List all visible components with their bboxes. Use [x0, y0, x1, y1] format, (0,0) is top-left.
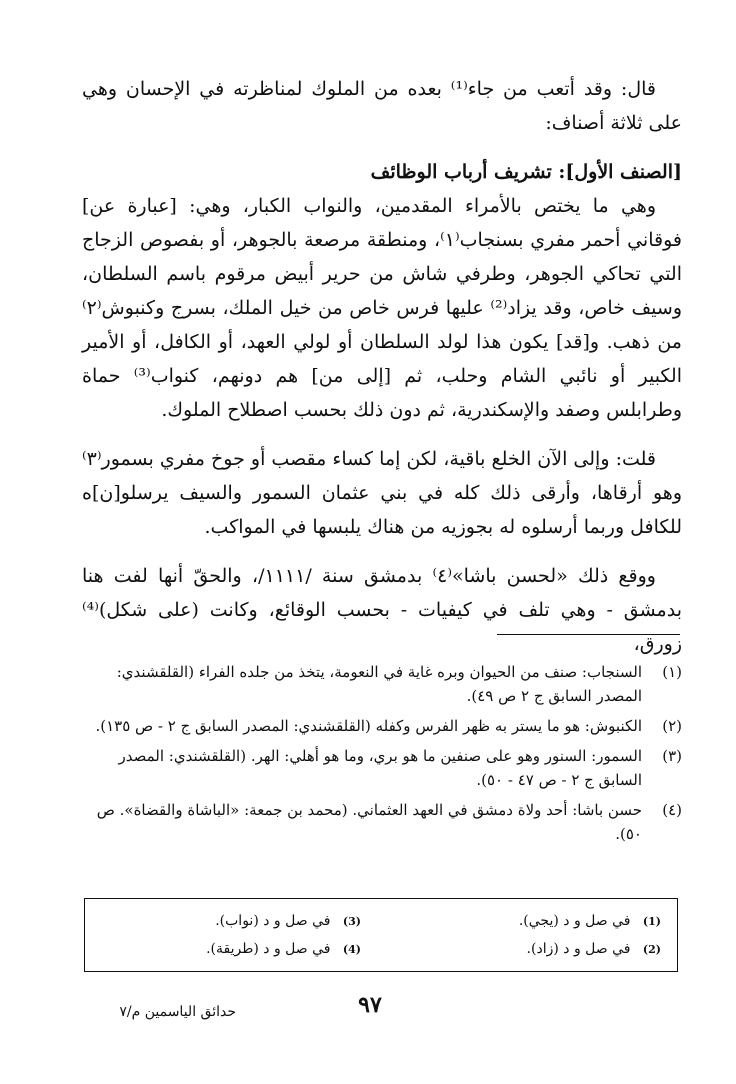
- section-heading: [الصنف الأول]: تشريف أرباب الوظائف: [370, 161, 682, 183]
- variant-text: في صل و د (يجي).: [518, 913, 631, 929]
- main-text: [82, 72, 682, 676]
- variant-item: [101, 907, 361, 935]
- variant-item: [401, 935, 661, 963]
- footnote-number: (٢): [662, 717, 682, 735]
- variant-number: (2): [642, 943, 661, 956]
- footnote-text: السمور: السنور وهو على صنفين ما هو بري، وما هو أهلي: الهر. (القلقشندي: المصدر السابق ج ٢ - ص ٤٧ - ٥٠).: [118, 747, 642, 789]
- variant-number: (3): [342, 915, 361, 928]
- variant-row: [101, 907, 661, 935]
- footnote-text: حسن باشا: أحد ولاة دمشق في العهد العثماني. (محمد بن جمعة: «الباشاة والقضاة». ص ٥٠).: [96, 801, 642, 843]
- variant-item: [101, 935, 361, 963]
- paragraph-2: قلت: وإلى الآن الخلع باقية، لكن إما كساء مقصب أو جوخ مفري بسمور⁽٣⁾ وهو أرقاها، وأرقى ذلك كله في بني عثمان السمور والسيف يرسلو[ن]ه للكافل وربما أرسلوه له بجوزيه من هناك يلبسها في المواكب.: [82, 448, 682, 538]
- variant-number: (4): [342, 943, 361, 956]
- footnote-item: [82, 744, 682, 792]
- paragraph-1: وهي ما يختص بالأمراء المقدمين، والنواب الكبار، وهي: [عبارة عن] فوقاني أحمر مفري بسنجاب⁽١⁾، ومنطقة مرصعة بالجوهر، أو بفصوص الزجاج التي تحاكي الجوهر، وطرفي شاش من حرير أبيض مرقوم باسم السلطان، وسيف خاص، وقد يزاد⁽²⁾ عليها فرس خاص من خيل الملك، بسرج وكنبوش⁽٢⁾ من ذهب. و[قد] يكون هذا لولد السلطان أو لولي العهد، أو الكافل، أو الأمير الكبير أو نائبي الشام وحلب، ثم [إلى من] هم دونهم، كنواب⁽³⁾ حماة وطرابلس وصفد والإسكندرية، ثم دون ذلك بحسب اصطلاح الملوك.: [82, 195, 682, 421]
- variant-readings-box: [84, 898, 678, 972]
- footnote-item: [82, 660, 682, 708]
- footnote-text: الكنبوش: هو ما يستر به ظهر الفرس وكفله (القلقشندي: المصدر السابق ج ٢ - ص ١٣٥).: [95, 717, 642, 735]
- footnote-number: (١): [662, 663, 682, 681]
- intro-paragraph: قال: وقد أتعب من جاء⁽¹⁾ بعده من الملوك لمناظرته في الإحسان وهي على ثلاثة أصناف:: [82, 78, 682, 134]
- variant-item: [401, 907, 661, 935]
- footnote-number: (٤): [662, 801, 682, 819]
- footnote-number: (٣): [662, 747, 682, 765]
- footnotes: [82, 660, 682, 852]
- variant-text: في صل و د (نواب).: [215, 913, 331, 929]
- page-number: ٩٧: [358, 992, 382, 1018]
- paragraph-3: ووقع ذلك «لحسن باشا»⁽٤⁾ بدمشق سنة /١١١١/، والحقّ أنها لفت هنا بدمشق - وهي تلف في كيفيات - بحسب الوقائع، وكانت (على شكل)⁽⁴⁾ زورق،: [82, 565, 682, 655]
- variant-text: في صل و د (طريقة).: [206, 941, 331, 957]
- footnote-item: [82, 798, 682, 846]
- variant-number: (1): [642, 915, 661, 928]
- footnote-divider: [497, 634, 680, 635]
- footnote-item: [82, 714, 682, 738]
- variant-text: في صل و د (زاد).: [526, 941, 631, 957]
- variant-row: [101, 935, 661, 963]
- book-title-footer: حدائق الياسمين م/٧: [119, 1004, 236, 1020]
- footnote-text: السنجاب: صنف من الحيوان وبره غاية في النعومة، يتخذ من جلده الفراء (القلقشندي: المصدر السابق ج ٢ ص ٤٩).: [116, 663, 642, 705]
